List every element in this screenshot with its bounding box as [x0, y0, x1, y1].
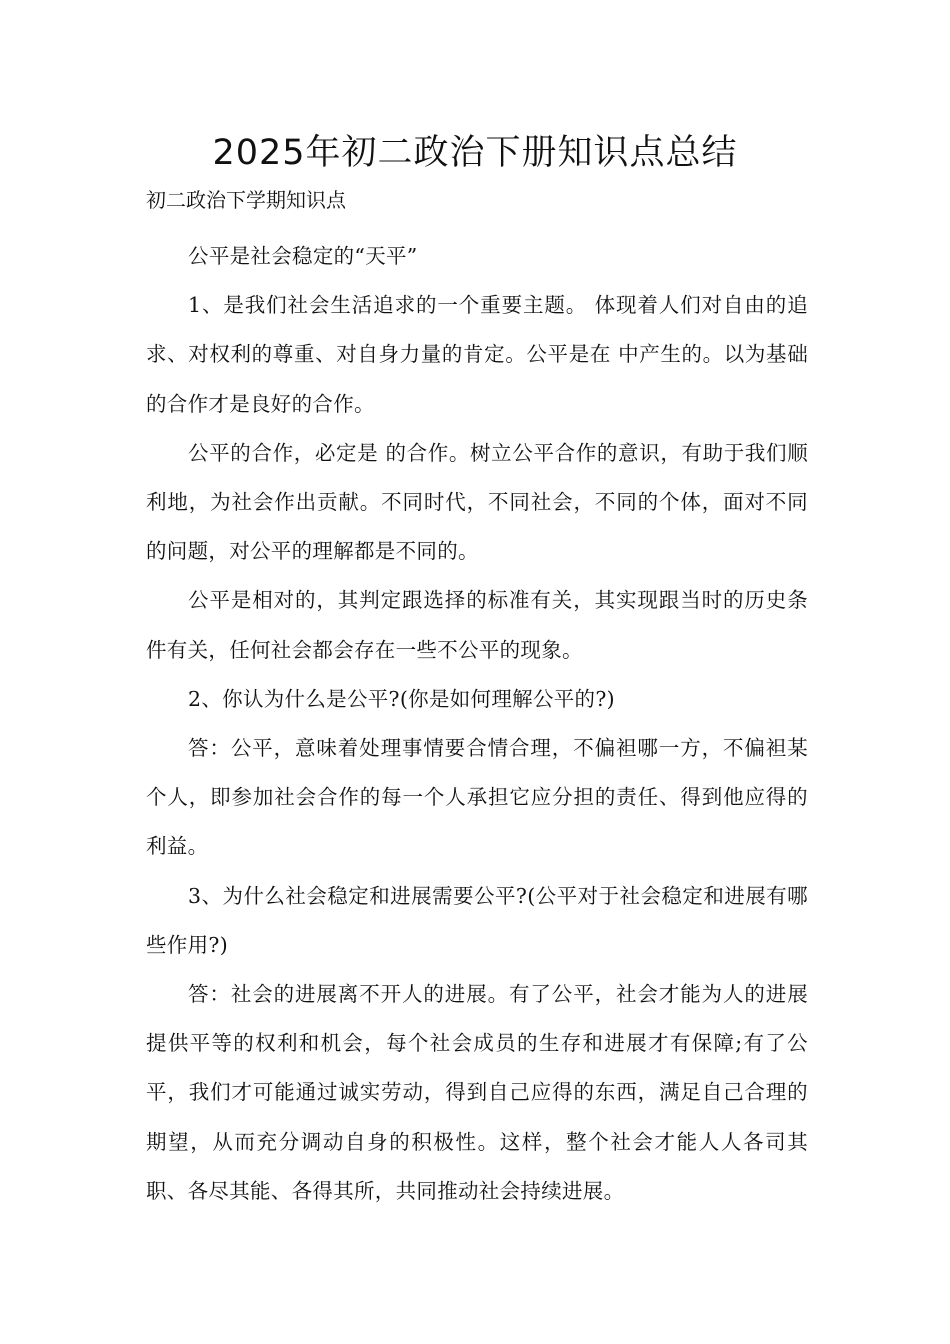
paragraph-question: 2、你认为什么是公平?(你是如何理解公平的?) [188, 686, 615, 711]
paragraph: 1、是我们社会生活追求的一个重要主题。 体现着人们对自由的追求、对权利的尊重、对自身力量的肯定。公平是在 中产生的。以为基础的合作才是良好的合作。 [146, 293, 808, 416]
paragraph-question: 3、为什么社会稳定和进展需要公平?(公平对于社会稳定和进展有哪些作用?) [146, 883, 808, 957]
paragraph-answer: 答：公平，意味着处理事情要合情合理，不偏袒哪一方，不偏袒某个人，即参加社会合作的每一个人承担它应分担的责任、得到他应得的利益。 [146, 736, 808, 859]
page-subtitle: 初二政治下学期知识点 [146, 188, 346, 212]
paragraph: 公平是相对的，其判定跟选择的标准有关，其实现跟当时的历史条件有关，任何社会都会存在一些不公平的现象。 [146, 588, 808, 662]
page-title: 2025年初二政治下册知识点总结 [212, 133, 738, 173]
paragraph-section-heading: 公平是社会稳定的“天平” [188, 244, 418, 268]
paragraph: 公平的合作，必定是 的合作。树立公平合作的意识，有助于我们顺利地，为社会作出贡献。不同时代，不同社会，不同的个体，面对不同的问题，对公平的理解都是不同的。 [146, 440, 808, 564]
document-body [146, 232, 808, 1216]
paragraph-answer: 答：社会的进展离不开人的进展。有了公平，社会才能为人的进展提供平等的权利和机会，每个社会成员的生存和进展才有保障;有了公平，我们才可能通过诚实劳动，得到自己应得的东西，满足自己合理的期望，从而充分调动自身的积极性。这样，整个社会才能人人各司其职、各尽其能、各得其所，共同推动社会持续进展。 [146, 982, 808, 1203]
